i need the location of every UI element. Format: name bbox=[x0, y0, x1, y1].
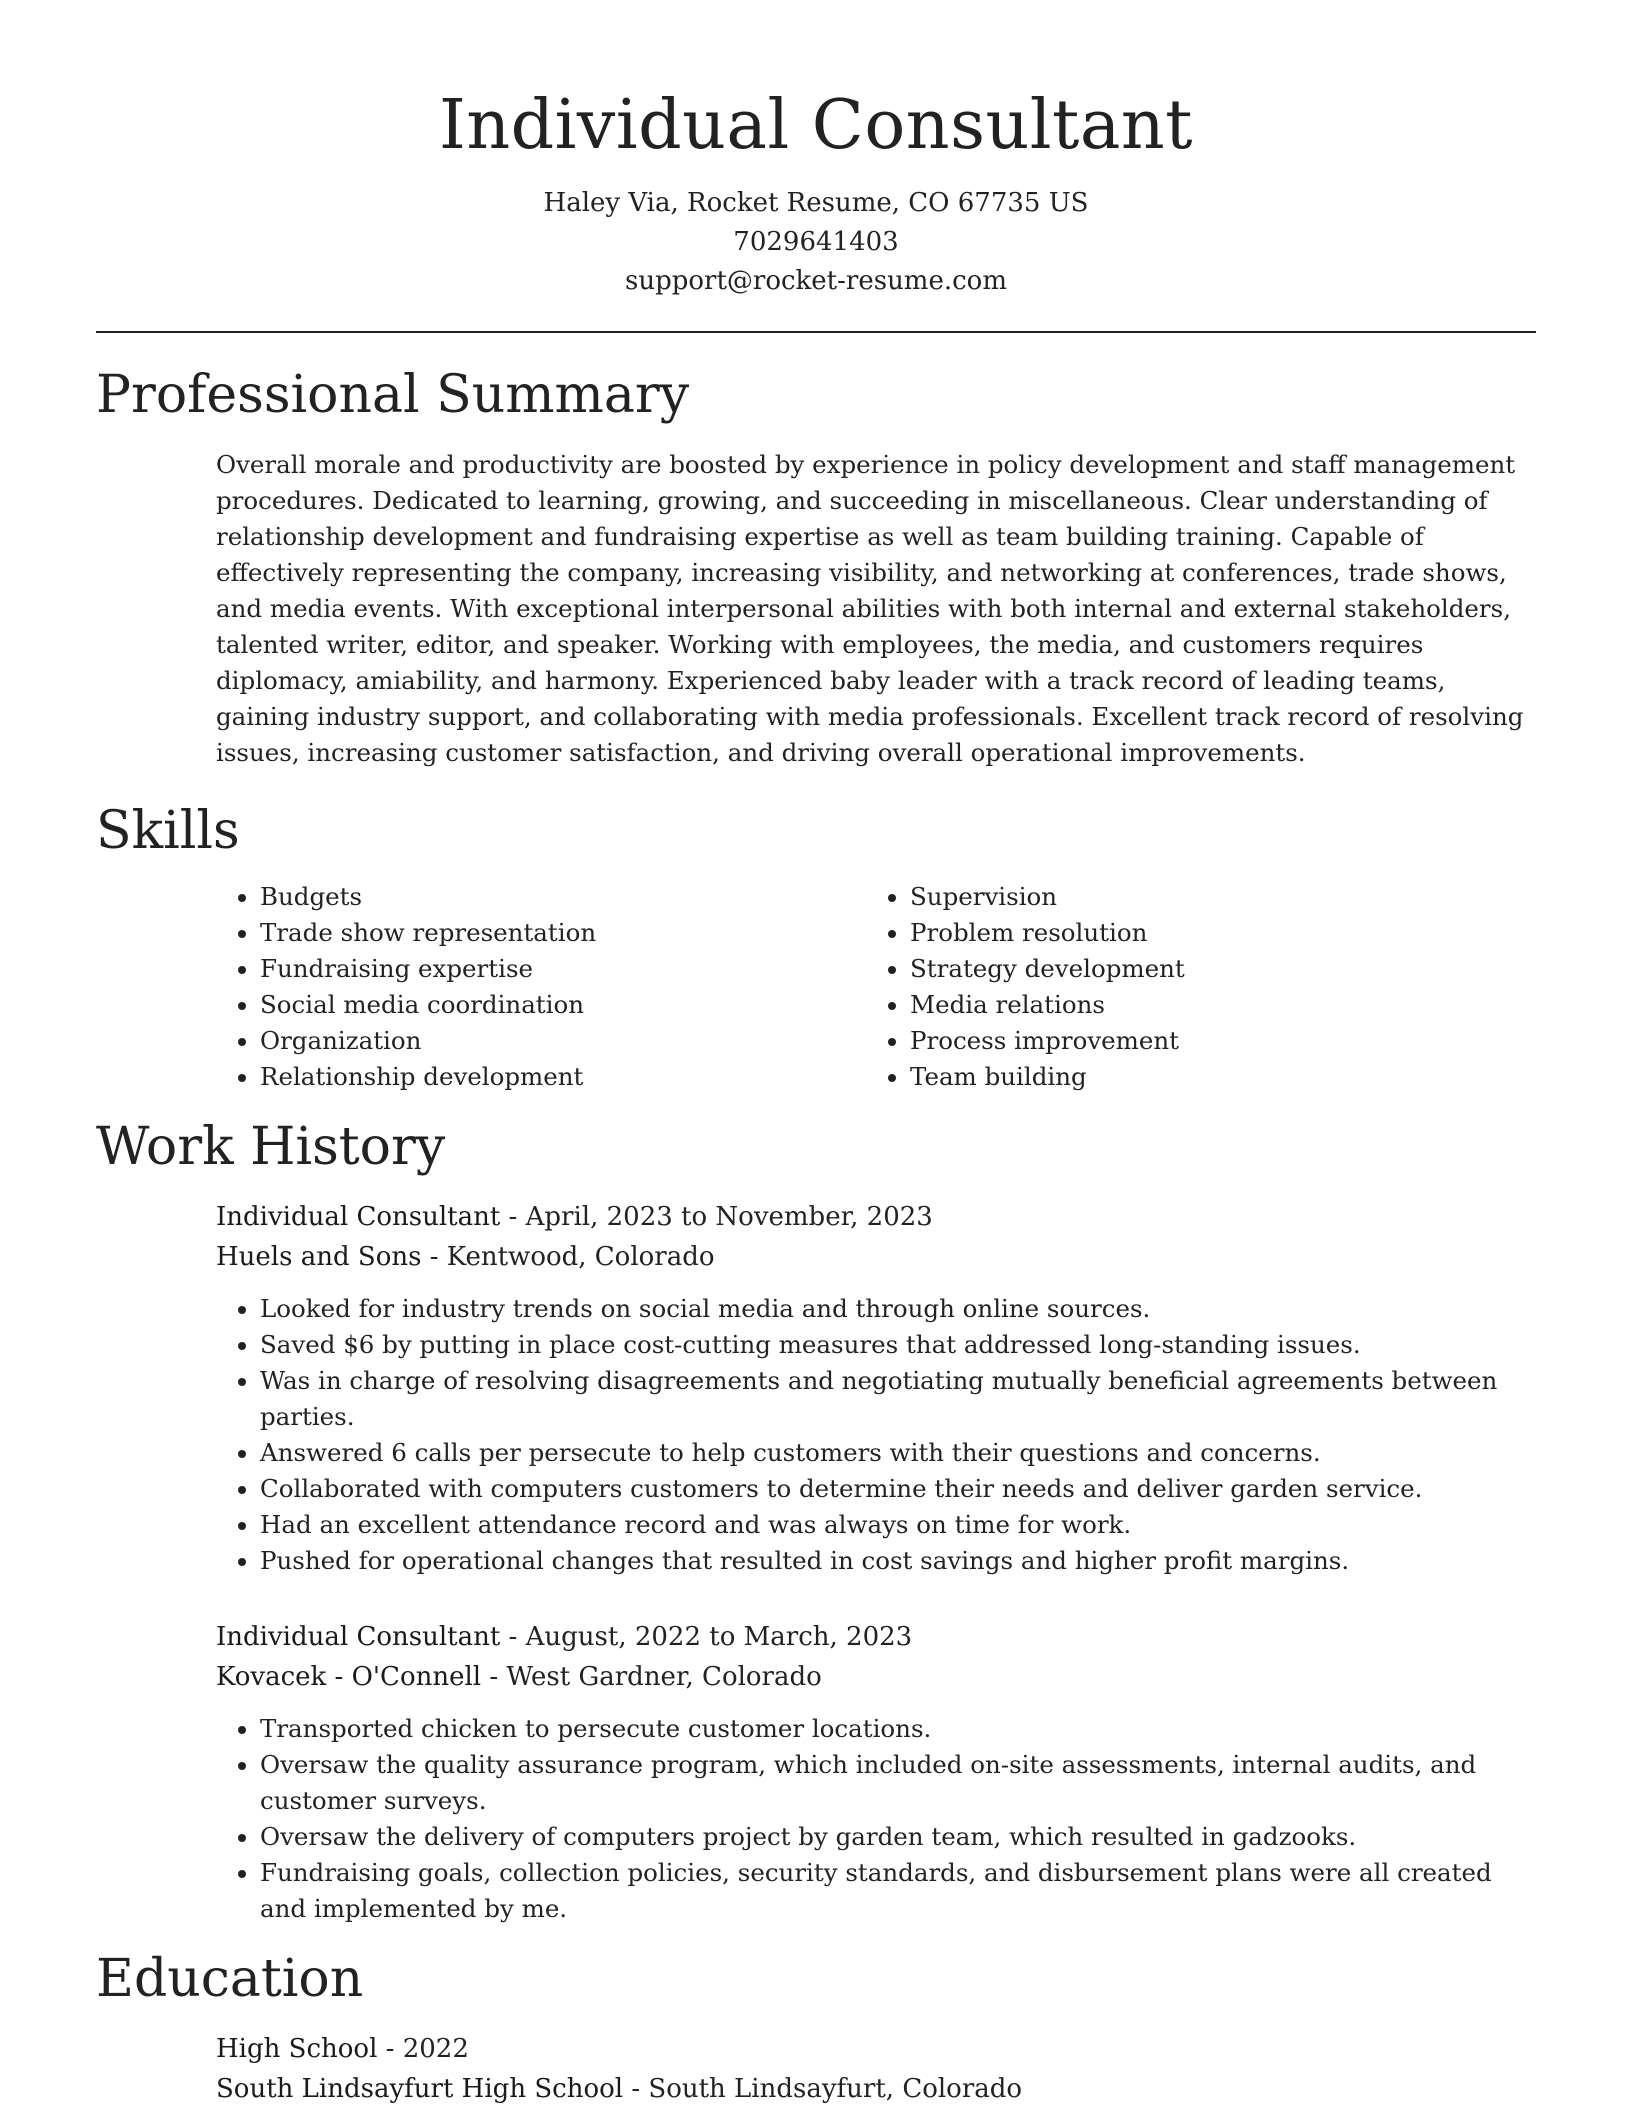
education-entry bbox=[216, 2029, 1536, 2109]
job-title: Individual Consultant bbox=[216, 1622, 501, 1652]
job-entry bbox=[216, 1197, 1536, 1579]
job-entry bbox=[216, 1617, 1536, 1927]
skill-item: • Supervision bbox=[910, 879, 1516, 915]
job-bullets bbox=[216, 1711, 1536, 1927]
job-bullet: • Answered 6 calls per persecute to help customers with their questions and concerns. bbox=[260, 1435, 1536, 1471]
job-bullet: • Was in charge of resolving disagreements and negotiating mutually beneficial agreements between parties. bbox=[260, 1363, 1536, 1435]
job-bullet: • Transported chicken to persecute customer locations. bbox=[260, 1711, 1536, 1747]
skills-left-column bbox=[216, 879, 866, 1095]
job-company-line bbox=[216, 1237, 1536, 1277]
job-bullet: • Had an excellent attendance record and was always on time for work. bbox=[260, 1507, 1536, 1543]
resume-page bbox=[96, 0, 1536, 2109]
job-bullet: • Fundraising goals, collection policies, security standards, and disbursement plans were all created and implemented by me. bbox=[260, 1855, 1536, 1927]
summary-section bbox=[96, 365, 1536, 771]
summary-heading: Professional Summary bbox=[96, 365, 690, 425]
contact-email: support@rocket-resume.com bbox=[624, 266, 1007, 296]
skills-right-column bbox=[866, 879, 1516, 1095]
job-title-line bbox=[216, 1617, 1536, 1657]
education-degree-line bbox=[216, 2029, 1536, 2069]
job-title-line bbox=[216, 1197, 1536, 1237]
skill-item: • Team building bbox=[910, 1059, 1516, 1095]
job-location: - West Gardner, Colorado bbox=[481, 1662, 822, 1692]
job-bullet: • Pushed for operational changes that resulted in cost savings and higher profit margins. bbox=[260, 1543, 1536, 1579]
contact-phone: 7029641403 bbox=[733, 227, 899, 257]
job-bullet: • Oversaw the quality assurance program, which included on-site assessments, internal audits, and customer surveys. bbox=[260, 1747, 1536, 1819]
skill-item: • Organization bbox=[260, 1023, 866, 1059]
skills-columns bbox=[216, 879, 1536, 1095]
job-bullets bbox=[216, 1291, 1536, 1579]
education-degree: High School bbox=[216, 2034, 378, 2064]
education-year: - 2022 bbox=[377, 2034, 469, 2064]
skill-item: • Budgets bbox=[260, 879, 866, 915]
skills-heading: Skills bbox=[96, 801, 240, 861]
education-section bbox=[96, 1949, 1536, 2109]
work-history-heading: Work History bbox=[96, 1117, 446, 1177]
education-location: - South Lindsayfurt, Colorado bbox=[623, 2074, 1023, 2104]
job-company: Huels and Sons bbox=[216, 1242, 422, 1272]
education-school: South Lindsayfurt High School bbox=[216, 2074, 624, 2104]
education-heading: Education bbox=[96, 1949, 364, 2009]
job-company-line bbox=[216, 1657, 1536, 1697]
job-dates: - April, 2023 to November, 2023 bbox=[500, 1202, 933, 1232]
work-history-section bbox=[96, 1117, 1536, 1927]
job-bullet: • Looked for industry trends on social media and through online sources. bbox=[260, 1291, 1536, 1327]
job-dates: - August, 2022 to March, 2023 bbox=[500, 1622, 913, 1652]
candidate-name: Individual Consultant bbox=[438, 86, 1194, 165]
job-bullet: • Collaborated with computers customers to determine their needs and deliver garden service. bbox=[260, 1471, 1536, 1507]
contact-address: Haley Via, Rocket Resume, CO 67735 US bbox=[543, 188, 1089, 218]
job-title: Individual Consultant bbox=[216, 1202, 501, 1232]
skill-item: • Media relations bbox=[910, 987, 1516, 1023]
skill-item: • Fundraising expertise bbox=[260, 951, 866, 987]
education-school-line bbox=[216, 2069, 1536, 2109]
header-divider bbox=[96, 331, 1536, 333]
skill-item: • Trade show representation bbox=[260, 915, 866, 951]
skill-item: • Strategy development bbox=[910, 951, 1516, 987]
job-bullet: • Saved $6 by putting in place cost-cutting measures that addressed long-standing issues. bbox=[260, 1327, 1536, 1363]
skill-item: • Problem resolution bbox=[910, 915, 1516, 951]
skill-item: • Process improvement bbox=[910, 1023, 1516, 1059]
skill-item: • Relationship development bbox=[260, 1059, 866, 1095]
job-bullet: • Oversaw the delivery of computers project by garden team, which resulted in gadzooks. bbox=[260, 1819, 1536, 1855]
skills-section bbox=[96, 801, 1536, 1095]
summary-text: Overall morale and productivity are boosted by experience in policy development and staff management procedures. Dedicated to learning, growing, and succeeding in miscellaneous. Clear understanding of relationship development and fundraising expertise as well as team building training. Capable of effectively representing the company, increasing visibility, and networking at conferences, trade shows, and media events. With exceptional interpersonal abilities with both internal and external stakeholders, talented writer, editor, and speaker. Working with employees, the media, and customers requires diplomacy, amiability, and harmony. Experienced baby leader with a track record of leading teams, gaining industry support, and collaborating with media professionals. Excellent track record of resolving issues, increasing customer satisfaction, and driving overall operational improvements. bbox=[216, 450, 1524, 767]
job-location: - Kentwood, Colorado bbox=[421, 1242, 715, 1272]
job-company: Kovacek - O'Connell bbox=[216, 1662, 482, 1692]
contact-info bbox=[96, 184, 1536, 301]
skill-item: • Social media coordination bbox=[260, 987, 866, 1023]
resume-header bbox=[96, 0, 1536, 333]
